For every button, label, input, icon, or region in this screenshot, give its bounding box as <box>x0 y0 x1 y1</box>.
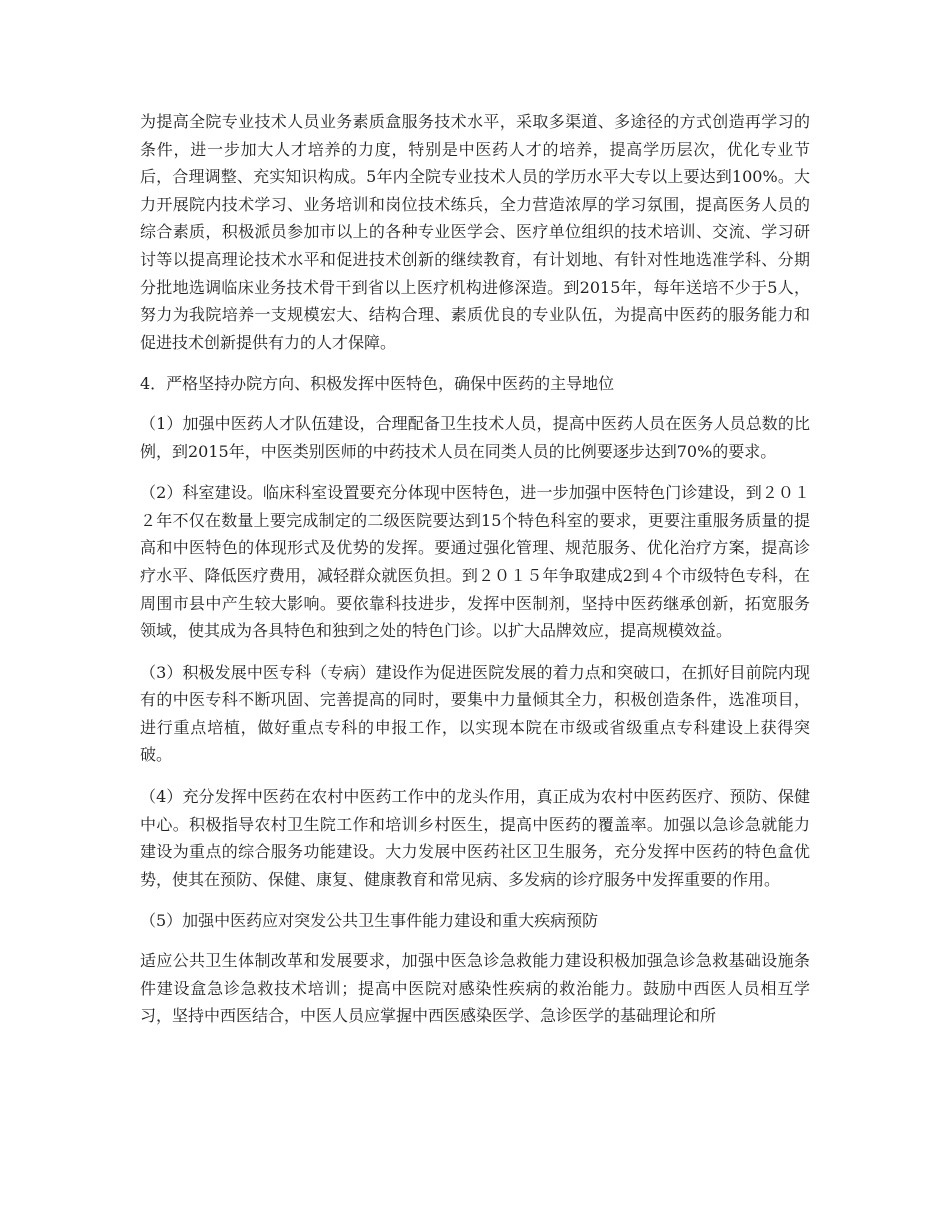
paragraph-item-1: （1）加强中医药人才队伍建设，合理配备卫生技术人员，提高中医药人员在医务人员总数的比例，到2015年，中医类别医师的中药技术人员在同类人员的比例要逐步达到70%的要求。 <box>140 413 810 461</box>
paragraph-item-3: （3）积极发展中医专科（专病）建设作为促进医院发展的着力点和突破口，在抓好目前院内现有的中医专科不断巩固、完善提高的同时，要集中力量倾其全力，积极创造条件，选准项目，进行重点培植，做好重点专科的申报工作，以实现本院在市级或省级重点专科建设上获得突破。 <box>140 662 810 765</box>
paragraph-item-4: （4）充分发挥中医药在农村中医药工作中的龙头作用，真正成为农村中医药医疗、预防、保健中心。积极指导农村卫生院工作和培训乡村医生，提高中医药的覆盖率。加强以急诊急就能力建设为重点的综合服务功能建设。大力发展中医药社区卫生服务，充分发挥中医药的特色盒优势，使其在预防、保健、康复、健康教育和常见病、多发病的诊疗服务中发挥重要的作用。 <box>140 787 810 889</box>
paragraph-item-2: （2）科室建设。临床科室设置要充分体现中医特色，进一步加强中医特色门诊建设，到２０１２年不仅在数量上要完成制定的二级医院要达到15个特色科室的要求，更要注重服务质量的提高和中医特色的体现形式及优势的发挥。要通过强化管理、规范服务、优化治疗方案，提高诊疗水平、降低医疗费用，减轻群众就医负担。到２０１５年争取建成2到４个市级特色专科，在周围市县中产生较大影响。要依靠科技进步，发挥中医制剂，坚持中医药继承创新，拓宽服务领域，使其成为各具特色和独到之处的特色门诊。以扩大品牌效应，提高规模效益。 <box>140 483 810 641</box>
document-body <box>140 108 810 1044</box>
paragraph-talent-training: 为提高全院专业技术人员业务素质盒服务技术水平，采取多渠道、多途径的方式创造再学习的条件，进一步加大人才培养的力度，特别是中医药人才的培养，提高学历层次，优化专业节后，合理调整、充实知识构成。5年内全院专业技术人员的学历水平大专以上要达到100%。大力开展院内技术学习、业务培训和岗位技术练兵，全力营造浓厚的学习氛围，提高医务人员的综合素质，积极派员参加市以上的各种专业医学会、医疗单位组织的技术培训、交流、学习研讨等以提高理论技术水平和促进技术创新的继续教育，有计划地、有针对性地选准学科、分期分批地选调临床业务技术骨干到省以上医疗机构进修深造。到2015年，每年送培不少于5人，努力为我院培养一支规模宏大、结构合理、素质优良的专业队伍，为提高中医药的服务能力和促进技术创新提供有力的人才保障。 <box>140 112 810 352</box>
paragraph-item-5-heading: （5）加强中医药应对突发公共卫生事件能力建设和重大疾病预防 <box>140 911 599 931</box>
section-heading-4: 4．严格坚持办院方向、积极发挥中医特色，确保中医药的主导地位 <box>140 374 615 394</box>
paragraph-public-health: 适应公共卫生体制改革和发展要求，加强中医急诊急救能力建设积极加强急诊急救基础设施条件建设盒急诊急救技术培训；提高中医院对感染性疾病的救治能力。鼓励中西医人员相互学习，坚持中西医结合，中医人员应掌握中西医感染医学、急诊医学的基础理论和所 <box>140 951 810 1026</box>
